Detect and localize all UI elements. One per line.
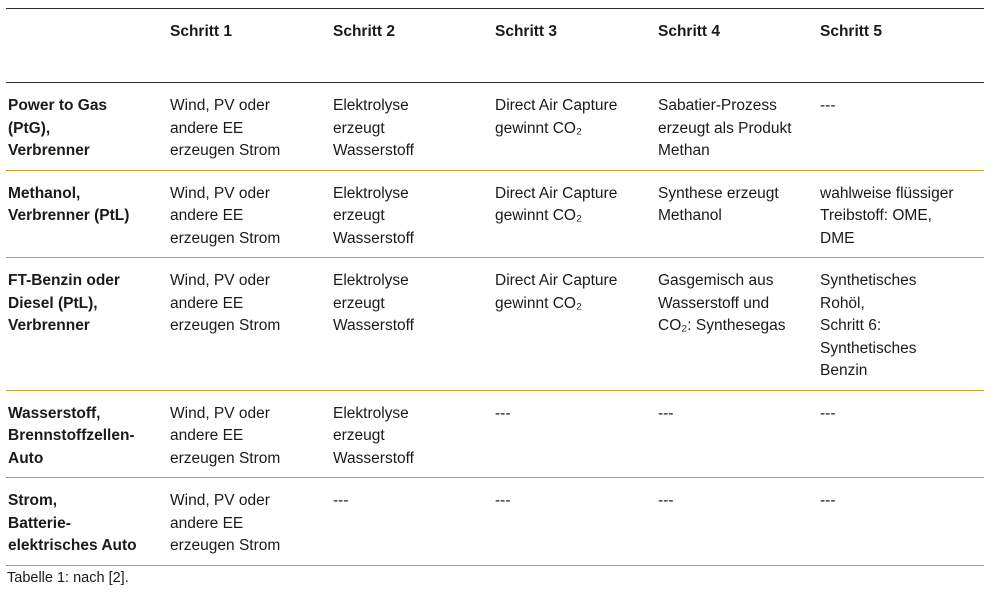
table-cell-step-4: [656, 390, 818, 478]
row-label-cell: [6, 258, 168, 391]
cell-text-line: Sabatier-Prozess: [658, 97, 777, 114]
cell-text-line: andere EE: [170, 119, 244, 137]
cell-text-line: Direct Air Capture: [495, 272, 618, 289]
cell-text-line: ---: [333, 492, 349, 509]
cell-text-line: ---: [658, 492, 674, 509]
row-label-line: Strom,: [8, 492, 58, 509]
table-row: [6, 258, 984, 391]
row-label-line: Diesel (PtL),: [8, 294, 98, 312]
table-cell-step-4: [656, 478, 818, 566]
cell-text-line: Methan: [658, 142, 710, 159]
row-label-cell: [6, 170, 168, 258]
row-label-line: Verbrenner: [8, 317, 90, 334]
table-row: [6, 170, 984, 258]
cell-text-line: Wind, PV oder: [170, 97, 270, 114]
table-body: [6, 83, 984, 566]
cell-text-line: Wasserstoff und: [658, 294, 770, 312]
row-label-line: Wasserstoff,: [8, 404, 101, 422]
table-cell-step-4: [656, 170, 818, 258]
cell-text-line: gewinnt CO₂: [495, 207, 582, 224]
cell-text-line: DME: [820, 229, 855, 247]
table-cell-step-3: [493, 390, 656, 478]
cell-text-line: andere EE: [170, 207, 244, 224]
table-cell-step-3: [493, 83, 656, 171]
cell-text-line: ---: [495, 404, 511, 422]
table-cell-step-5: [818, 170, 984, 258]
cell-text-line: Elektrolyse: [333, 97, 409, 114]
cell-text-line: gewinnt CO₂: [495, 119, 582, 137]
header-cell-step-5: Schritt 5: [818, 9, 984, 83]
table-cell-step-1: [168, 478, 331, 566]
cell-text-line: Gasgemisch aus: [658, 272, 774, 289]
table-cell-step-2: [331, 170, 493, 258]
table-cell-step-4: [656, 258, 818, 391]
row-label-line: Auto: [8, 449, 44, 467]
cell-text-line: Benzin: [820, 362, 868, 379]
cell-text-line: ---: [820, 492, 836, 509]
cell-text-line: erzeugt: [333, 119, 385, 137]
table-cell-step-5: [818, 83, 984, 171]
cell-text-line: erzeugen Strom: [170, 449, 281, 467]
table-row: [6, 390, 984, 478]
cell-text-line: wahlweise flüssiger: [820, 184, 954, 202]
cell-text-line: Rohöl,: [820, 294, 865, 312]
cell-text-line: andere EE: [170, 427, 244, 444]
row-label-line: Power to Gas: [8, 97, 108, 114]
table-cell-step-1: [168, 170, 331, 258]
process-steps-table: [6, 8, 984, 566]
cell-text-line: Wasserstoff: [333, 142, 414, 159]
document-page: [6, 8, 984, 566]
row-label-cell: [6, 83, 168, 171]
header-cell-step-4: Schritt 4: [656, 9, 818, 83]
header-cell-step-2: Schritt 2: [331, 9, 493, 83]
row-label-line: Verbrenner: [8, 142, 90, 159]
cell-text-line: andere EE: [170, 514, 244, 532]
row-label-cell: [6, 478, 168, 566]
table-caption: Tabelle 1: nach [2].: [7, 570, 129, 586]
row-label-line: elektrisches Auto: [8, 537, 137, 554]
table-cell-step-2: [331, 83, 493, 171]
table-cell-step-5: [818, 258, 984, 391]
table-row: [6, 83, 984, 171]
table-cell-step-2: [331, 478, 493, 566]
cell-text-line: Wind, PV oder: [170, 404, 270, 422]
cell-text-line: Methanol: [658, 207, 722, 224]
cell-text-line: andere EE: [170, 294, 244, 312]
cell-text-line: erzeugen Strom: [170, 537, 281, 554]
table-cell-step-3: [493, 170, 656, 258]
cell-text-line: Direct Air Capture: [495, 97, 618, 114]
cell-text-line: Schritt 6:: [820, 317, 882, 334]
row-label-line: Verbrenner (PtL): [8, 207, 130, 224]
cell-text-line: CO₂: Synthesegas: [658, 317, 786, 334]
row-label-line: Methanol,: [8, 184, 81, 202]
row-label-line: Brennstoffzellen-: [8, 427, 135, 444]
cell-text-line: Synthese erzeugt: [658, 184, 779, 202]
table-cell-step-4: [656, 83, 818, 171]
table-cell-step-5: [818, 478, 984, 566]
table-cell-step-1: [168, 390, 331, 478]
cell-text-line: Treibstoff: OME,: [820, 207, 932, 224]
cell-text-line: Elektrolyse: [333, 404, 409, 422]
cell-text-line: ---: [495, 492, 511, 509]
table-header: [6, 9, 984, 83]
table-row: [6, 478, 984, 566]
row-label-cell: [6, 390, 168, 478]
table-cell-step-3: [493, 258, 656, 391]
cell-text-line: Elektrolyse: [333, 184, 409, 202]
table-cell-step-2: [331, 258, 493, 391]
header-cell-step-3: Schritt 3: [493, 9, 656, 83]
cell-text-line: erzeugt: [333, 294, 385, 312]
header-row: [6, 9, 984, 83]
header-cell-step-1: Schritt 1: [168, 9, 331, 83]
cell-text-line: Wasserstoff: [333, 317, 414, 334]
cell-text-line: ---: [658, 404, 674, 422]
cell-text-line: Wind, PV oder: [170, 272, 270, 289]
row-label-line: Batterie-: [8, 514, 71, 532]
cell-text-line: erzeugt: [333, 427, 385, 444]
table-cell-step-3: [493, 478, 656, 566]
header-cell-empty: [6, 9, 168, 83]
row-label-line: (PtG),: [8, 119, 51, 137]
cell-text-line: Synthetisches: [820, 339, 917, 357]
cell-text-line: erzeugen Strom: [170, 317, 281, 334]
cell-text-line: erzeugt als Produkt: [658, 119, 792, 137]
cell-text-line: ---: [820, 97, 836, 114]
cell-text-line: ---: [820, 404, 836, 422]
table-cell-step-1: [168, 258, 331, 391]
table-cell-step-5: [818, 390, 984, 478]
cell-text-line: Wind, PV oder: [170, 492, 270, 509]
cell-text-line: Wind, PV oder: [170, 184, 270, 202]
table-cell-step-1: [168, 83, 331, 171]
cell-text-line: Wasserstoff: [333, 229, 414, 247]
cell-text-line: Elektrolyse: [333, 272, 409, 289]
row-label-line: FT-Benzin oder: [8, 272, 120, 289]
cell-text-line: erzeugen Strom: [170, 229, 281, 247]
cell-text-line: Synthetisches: [820, 272, 917, 289]
cell-text-line: Direct Air Capture: [495, 184, 618, 202]
cell-text-line: erzeugt: [333, 207, 385, 224]
table-cell-step-2: [331, 390, 493, 478]
cell-text-line: erzeugen Strom: [170, 142, 281, 159]
cell-text-line: gewinnt CO₂: [495, 294, 582, 312]
cell-text-line: Wasserstoff: [333, 449, 414, 467]
